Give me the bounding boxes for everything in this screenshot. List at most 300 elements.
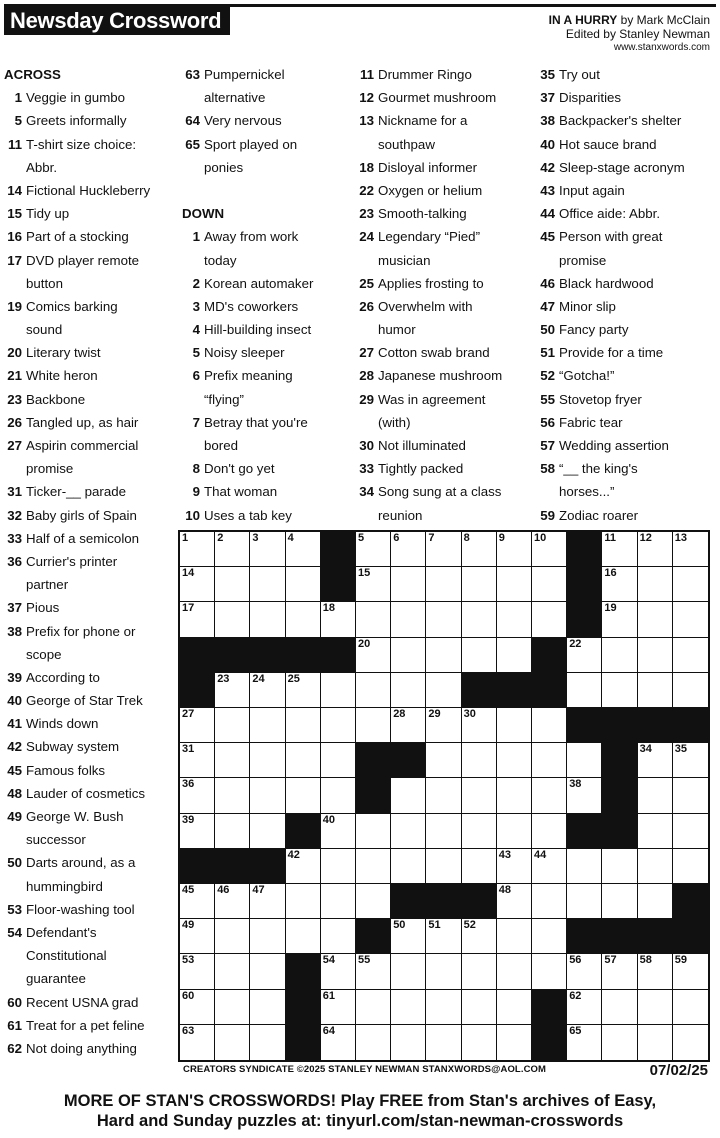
crossword-grid[interactable] bbox=[178, 530, 710, 1062]
grid-cell[interactable] bbox=[321, 884, 356, 919]
grid-cell[interactable] bbox=[567, 743, 602, 778]
grid-cell[interactable] bbox=[532, 814, 567, 849]
across-clue[interactable] bbox=[4, 898, 176, 921]
grid-cell[interactable] bbox=[215, 954, 250, 989]
across-clue[interactable] bbox=[4, 156, 176, 179]
across-clue[interactable] bbox=[4, 1014, 176, 1037]
down-clue[interactable] bbox=[356, 295, 534, 318]
site-link[interactable]: www.stanxwords.com bbox=[613, 42, 710, 53]
across-clue[interactable] bbox=[4, 202, 176, 225]
across-clue[interactable] bbox=[4, 573, 176, 596]
grid-cell[interactable] bbox=[321, 778, 356, 813]
across-clue[interactable] bbox=[4, 527, 176, 550]
grid-cell[interactable] bbox=[250, 567, 285, 602]
clue-text: button bbox=[26, 275, 63, 291]
grid-cell[interactable] bbox=[673, 814, 708, 849]
down-clue[interactable] bbox=[537, 364, 717, 387]
grid-cell[interactable] bbox=[321, 708, 356, 743]
across-clue[interactable] bbox=[4, 457, 176, 480]
grid-cell[interactable] bbox=[321, 990, 356, 1025]
grid-cell[interactable] bbox=[532, 778, 567, 813]
grid-cell[interactable] bbox=[638, 567, 673, 602]
grid-cell[interactable] bbox=[462, 1025, 497, 1060]
grid-cell[interactable] bbox=[180, 532, 215, 567]
across-clue[interactable] bbox=[4, 828, 176, 851]
down-clue[interactable] bbox=[182, 504, 354, 527]
grid-cell[interactable] bbox=[356, 673, 391, 708]
across-clue[interactable] bbox=[182, 63, 354, 86]
across-clue[interactable] bbox=[182, 86, 354, 109]
across-clue[interactable] bbox=[182, 133, 354, 156]
across-clue[interactable] bbox=[4, 782, 176, 805]
grid-cell[interactable] bbox=[180, 919, 215, 954]
grid-cell[interactable] bbox=[638, 532, 673, 567]
across-clue[interactable] bbox=[182, 156, 354, 179]
clue-text: Veggie in gumbo bbox=[26, 90, 126, 106]
grid-cell[interactable] bbox=[497, 602, 532, 637]
down-clue[interactable] bbox=[356, 364, 534, 387]
grid-cell[interactable] bbox=[215, 708, 250, 743]
grid-cell[interactable] bbox=[356, 708, 391, 743]
down-clue[interactable] bbox=[182, 388, 354, 411]
grid-cell[interactable] bbox=[497, 638, 532, 673]
grid-cell[interactable] bbox=[180, 814, 215, 849]
grid-cell[interactable] bbox=[286, 602, 321, 637]
grid-cell[interactable] bbox=[462, 954, 497, 989]
grid-cell[interactable] bbox=[426, 814, 461, 849]
across-clue[interactable] bbox=[4, 272, 176, 295]
grid-cell[interactable] bbox=[497, 532, 532, 567]
grid-cell[interactable] bbox=[602, 954, 637, 989]
grid-cell[interactable] bbox=[462, 778, 497, 813]
grid-cell[interactable] bbox=[356, 532, 391, 567]
cell-number: 36 bbox=[182, 778, 195, 791]
grid-cell[interactable] bbox=[250, 1025, 285, 1060]
grid-cell[interactable] bbox=[356, 602, 391, 637]
grid-cell[interactable] bbox=[673, 778, 708, 813]
down-clue[interactable] bbox=[182, 411, 354, 434]
across-clue[interactable] bbox=[4, 364, 176, 387]
grid-cell[interactable] bbox=[638, 778, 673, 813]
across-clue[interactable] bbox=[4, 875, 176, 898]
down-clue[interactable] bbox=[537, 179, 717, 202]
grid-cell[interactable] bbox=[638, 673, 673, 708]
grid-cell[interactable] bbox=[356, 1025, 391, 1060]
across-clue[interactable] bbox=[4, 318, 176, 341]
down-clue[interactable] bbox=[537, 133, 717, 156]
grid-cell[interactable] bbox=[321, 814, 356, 849]
grid-cell[interactable] bbox=[497, 990, 532, 1025]
cell-number: 43 bbox=[498, 848, 512, 861]
clue-number: 44 bbox=[540, 206, 555, 222]
grid-cell[interactable] bbox=[602, 532, 637, 567]
grid-cell[interactable] bbox=[532, 849, 567, 884]
grid-cell[interactable] bbox=[180, 602, 215, 637]
down-clue[interactable] bbox=[537, 272, 717, 295]
grid-cell[interactable] bbox=[462, 919, 497, 954]
grid-cell[interactable] bbox=[250, 814, 285, 849]
grid-cell[interactable] bbox=[391, 532, 426, 567]
grid-cell[interactable] bbox=[426, 743, 461, 778]
grid-cell[interactable] bbox=[250, 990, 285, 1025]
across-clue[interactable] bbox=[4, 851, 176, 874]
down-clue[interactable] bbox=[182, 341, 354, 364]
grid-cell[interactable] bbox=[602, 567, 637, 602]
across-clue[interactable] bbox=[4, 620, 176, 643]
grid-cell[interactable] bbox=[215, 602, 250, 637]
grid-cell[interactable] bbox=[638, 1025, 673, 1060]
down-clue[interactable] bbox=[182, 457, 354, 480]
grid-cell[interactable] bbox=[426, 532, 461, 567]
grid-cell[interactable] bbox=[532, 567, 567, 602]
down-clue[interactable] bbox=[356, 341, 534, 364]
grid-cell[interactable] bbox=[215, 990, 250, 1025]
grid-cell[interactable] bbox=[180, 1025, 215, 1060]
grid-cell[interactable] bbox=[532, 602, 567, 637]
grid-cell[interactable] bbox=[250, 954, 285, 989]
down-clue[interactable] bbox=[537, 156, 717, 179]
down-clue[interactable] bbox=[182, 295, 354, 318]
across-clue[interactable] bbox=[4, 550, 176, 573]
grid-cell[interactable] bbox=[638, 990, 673, 1025]
across-clue[interactable] bbox=[4, 504, 176, 527]
across-clue[interactable] bbox=[4, 434, 176, 457]
clue-text: Minor slip bbox=[559, 298, 616, 314]
grid-cell[interactable] bbox=[497, 567, 532, 602]
grid-cell[interactable] bbox=[567, 673, 602, 708]
grid-cell[interactable] bbox=[391, 567, 426, 602]
grid-cell[interactable] bbox=[391, 990, 426, 1025]
grid-cell[interactable] bbox=[215, 743, 250, 778]
grid-cell[interactable] bbox=[321, 1025, 356, 1060]
across-clue[interactable] bbox=[4, 480, 176, 503]
across-clue[interactable] bbox=[4, 944, 176, 967]
grid-cell[interactable] bbox=[497, 954, 532, 989]
down-clue[interactable] bbox=[537, 504, 717, 527]
grid-cell[interactable] bbox=[497, 919, 532, 954]
grid-cell[interactable] bbox=[532, 919, 567, 954]
grid-cell[interactable] bbox=[215, 532, 250, 567]
down-clue[interactable] bbox=[356, 411, 534, 434]
grid-cell[interactable] bbox=[391, 1025, 426, 1060]
down-clue[interactable] bbox=[356, 249, 534, 272]
across-clue[interactable] bbox=[4, 735, 176, 758]
grid-cell[interactable] bbox=[426, 708, 461, 743]
grid-cell[interactable] bbox=[250, 778, 285, 813]
grid-cell[interactable] bbox=[180, 954, 215, 989]
grid-cell[interactable] bbox=[250, 532, 285, 567]
grid-cell[interactable] bbox=[567, 990, 602, 1025]
grid-cell[interactable] bbox=[426, 919, 461, 954]
grid-cell[interactable] bbox=[638, 884, 673, 919]
down-clue[interactable] bbox=[356, 179, 534, 202]
grid-cell[interactable] bbox=[673, 990, 708, 1025]
across-clue[interactable] bbox=[4, 86, 176, 109]
clue-text: humor bbox=[378, 322, 416, 338]
grid-cell[interactable] bbox=[602, 849, 637, 884]
grid-cell[interactable] bbox=[673, 743, 708, 778]
across-clue[interactable] bbox=[4, 967, 176, 990]
across-clue[interactable] bbox=[4, 805, 176, 828]
grid-cell[interactable] bbox=[426, 1025, 461, 1060]
grid-cell[interactable] bbox=[567, 638, 602, 673]
grid-cell[interactable] bbox=[356, 567, 391, 602]
clue-number: 36 bbox=[7, 553, 22, 569]
grid-cell[interactable] bbox=[638, 743, 673, 778]
grid-cell[interactable] bbox=[462, 708, 497, 743]
grid-cell[interactable] bbox=[391, 638, 426, 673]
grid-cell[interactable] bbox=[286, 708, 321, 743]
across-clue[interactable] bbox=[4, 179, 176, 202]
grid-cell[interactable] bbox=[426, 990, 461, 1025]
grid-cell[interactable] bbox=[638, 602, 673, 637]
grid-cell[interactable] bbox=[532, 708, 567, 743]
down-clue[interactable] bbox=[356, 225, 534, 248]
grid-cell[interactable] bbox=[602, 673, 637, 708]
grid-cell[interactable] bbox=[497, 778, 532, 813]
grid-cell[interactable] bbox=[532, 743, 567, 778]
grid-cell[interactable] bbox=[567, 1025, 602, 1060]
grid-cell[interactable] bbox=[497, 743, 532, 778]
grid-cell[interactable] bbox=[180, 778, 215, 813]
grid-cell[interactable] bbox=[673, 849, 708, 884]
down-clue[interactable] bbox=[537, 249, 717, 272]
grid-cell[interactable] bbox=[391, 849, 426, 884]
grid-cell[interactable] bbox=[356, 638, 391, 673]
grid-cell[interactable] bbox=[602, 638, 637, 673]
grid-cell[interactable] bbox=[321, 954, 356, 989]
down-clue[interactable] bbox=[182, 480, 354, 503]
down-clue[interactable] bbox=[356, 318, 534, 341]
grid-cell[interactable] bbox=[426, 954, 461, 989]
grid-cell[interactable] bbox=[321, 673, 356, 708]
across-clue[interactable] bbox=[4, 249, 176, 272]
grid-cell[interactable] bbox=[321, 849, 356, 884]
grid-cell[interactable] bbox=[673, 673, 708, 708]
grid-cell[interactable] bbox=[215, 919, 250, 954]
down-clue[interactable] bbox=[182, 249, 354, 272]
across-clue[interactable] bbox=[4, 133, 176, 156]
across-clue[interactable] bbox=[4, 411, 176, 434]
across-clue[interactable] bbox=[4, 643, 176, 666]
grid-cell[interactable] bbox=[391, 602, 426, 637]
across-clue[interactable] bbox=[182, 109, 354, 132]
down-clue[interactable] bbox=[356, 480, 534, 503]
grid-cell[interactable] bbox=[356, 884, 391, 919]
grid-cell[interactable] bbox=[180, 743, 215, 778]
grid-cell[interactable] bbox=[497, 1025, 532, 1060]
grid-cell[interactable] bbox=[391, 778, 426, 813]
grid-cell[interactable] bbox=[462, 849, 497, 884]
down-clue[interactable] bbox=[182, 225, 354, 248]
grid-cell[interactable] bbox=[638, 638, 673, 673]
grid-cell[interactable] bbox=[286, 743, 321, 778]
down-clue[interactable] bbox=[356, 109, 534, 132]
clue-text: Fabric tear bbox=[559, 414, 623, 430]
grid-cell[interactable] bbox=[286, 532, 321, 567]
grid-cell[interactable] bbox=[497, 814, 532, 849]
grid-cell[interactable] bbox=[673, 532, 708, 567]
down-clue[interactable] bbox=[537, 202, 717, 225]
down-clue[interactable] bbox=[537, 63, 717, 86]
grid-cell[interactable] bbox=[638, 814, 673, 849]
grid-cell[interactable] bbox=[602, 1025, 637, 1060]
grid-cell[interactable] bbox=[567, 849, 602, 884]
down-clue[interactable] bbox=[356, 86, 534, 109]
grid-cell[interactable] bbox=[286, 919, 321, 954]
down-clue[interactable] bbox=[537, 434, 717, 457]
down-clue[interactable] bbox=[356, 202, 534, 225]
down-clue[interactable] bbox=[356, 457, 534, 480]
down-clue[interactable] bbox=[537, 295, 717, 318]
across-clue[interactable] bbox=[4, 759, 176, 782]
grid-cell[interactable] bbox=[602, 602, 637, 637]
grid-cell[interactable] bbox=[426, 567, 461, 602]
grid-cell[interactable] bbox=[321, 602, 356, 637]
grid-cell[interactable] bbox=[497, 849, 532, 884]
down-clue[interactable] bbox=[537, 86, 717, 109]
across-clue[interactable] bbox=[4, 225, 176, 248]
grid-cell[interactable] bbox=[286, 849, 321, 884]
down-clue[interactable] bbox=[356, 504, 534, 527]
grid-cell[interactable] bbox=[215, 778, 250, 813]
grid-cell[interactable] bbox=[426, 778, 461, 813]
grid-cell[interactable] bbox=[286, 567, 321, 602]
grid-cell[interactable] bbox=[250, 884, 285, 919]
grid-cell[interactable] bbox=[215, 884, 250, 919]
grid-cell[interactable] bbox=[462, 814, 497, 849]
across-clue[interactable] bbox=[4, 689, 176, 712]
grid-cell[interactable] bbox=[673, 602, 708, 637]
down-clue[interactable] bbox=[537, 318, 717, 341]
grid-cell[interactable] bbox=[426, 602, 461, 637]
grid-cell[interactable] bbox=[462, 602, 497, 637]
grid-cell[interactable] bbox=[673, 638, 708, 673]
clue-number: 1 bbox=[192, 229, 200, 245]
grid-cell[interactable] bbox=[180, 884, 215, 919]
clue-text: Uses a tab key bbox=[204, 507, 292, 523]
down-clue[interactable] bbox=[537, 341, 717, 364]
grid-cell[interactable] bbox=[532, 954, 567, 989]
down-clue[interactable] bbox=[537, 411, 717, 434]
grid-cell[interactable] bbox=[497, 884, 532, 919]
across-clue[interactable] bbox=[4, 295, 176, 318]
grid-cell[interactable] bbox=[321, 919, 356, 954]
grid-cell[interactable] bbox=[567, 954, 602, 989]
grid-cell[interactable] bbox=[356, 849, 391, 884]
down-clue[interactable] bbox=[537, 109, 717, 132]
grid-cell[interactable] bbox=[673, 1025, 708, 1060]
grid-cell[interactable] bbox=[391, 814, 426, 849]
grid-cell[interactable] bbox=[602, 990, 637, 1025]
grid-block bbox=[180, 638, 215, 673]
across-clue[interactable] bbox=[4, 388, 176, 411]
grid-cell[interactable] bbox=[462, 743, 497, 778]
grid-cell[interactable] bbox=[391, 708, 426, 743]
grid-cell[interactable] bbox=[215, 567, 250, 602]
down-clue[interactable] bbox=[182, 272, 354, 295]
across-clue[interactable] bbox=[4, 109, 176, 132]
grid-cell[interactable] bbox=[286, 778, 321, 813]
grid-cell[interactable] bbox=[426, 638, 461, 673]
grid-cell[interactable] bbox=[286, 673, 321, 708]
grid-cell[interactable] bbox=[426, 849, 461, 884]
grid-cell[interactable] bbox=[250, 708, 285, 743]
grid-cell[interactable] bbox=[567, 778, 602, 813]
grid-cell[interactable] bbox=[250, 673, 285, 708]
grid-cell[interactable] bbox=[250, 602, 285, 637]
grid-cell[interactable] bbox=[180, 567, 215, 602]
grid-cell[interactable] bbox=[215, 814, 250, 849]
grid-cell[interactable] bbox=[356, 954, 391, 989]
grid-cell[interactable] bbox=[462, 532, 497, 567]
grid-cell[interactable] bbox=[250, 743, 285, 778]
promo-banner bbox=[0, 1091, 720, 1131]
down-clue[interactable] bbox=[356, 434, 534, 457]
across-clue[interactable] bbox=[4, 991, 176, 1014]
down-clue[interactable] bbox=[537, 388, 717, 411]
down-clue[interactable] bbox=[356, 272, 534, 295]
grid-cell[interactable] bbox=[391, 919, 426, 954]
clue-number: 21 bbox=[7, 368, 22, 384]
down-clue[interactable] bbox=[182, 434, 354, 457]
grid-cell[interactable] bbox=[638, 849, 673, 884]
across-clue[interactable] bbox=[4, 666, 176, 689]
cell-number: 25 bbox=[287, 672, 300, 685]
grid-cell[interactable] bbox=[250, 919, 285, 954]
down-clue[interactable] bbox=[537, 480, 717, 503]
down-clue[interactable] bbox=[356, 156, 534, 179]
grid-cell[interactable] bbox=[215, 1025, 250, 1060]
grid-cell[interactable] bbox=[532, 884, 567, 919]
grid-cell[interactable] bbox=[638, 954, 673, 989]
grid-cell[interactable] bbox=[356, 990, 391, 1025]
grid-cell[interactable] bbox=[391, 954, 426, 989]
grid-block bbox=[602, 778, 637, 813]
grid-cell[interactable] bbox=[532, 532, 567, 567]
grid-cell[interactable] bbox=[321, 743, 356, 778]
down-clue[interactable] bbox=[356, 133, 534, 156]
grid-cell[interactable] bbox=[180, 708, 215, 743]
down-clue[interactable] bbox=[537, 457, 717, 480]
across-clue[interactable] bbox=[4, 596, 176, 619]
across-clue[interactable] bbox=[4, 921, 176, 944]
grid-cell[interactable] bbox=[391, 673, 426, 708]
across-clue[interactable] bbox=[4, 341, 176, 364]
grid-cell[interactable] bbox=[180, 990, 215, 1025]
grid-cell[interactable] bbox=[497, 708, 532, 743]
grid-block bbox=[180, 673, 215, 708]
down-clue[interactable] bbox=[356, 63, 534, 86]
grid-cell[interactable] bbox=[356, 814, 391, 849]
grid-cell[interactable] bbox=[286, 884, 321, 919]
grid-cell[interactable] bbox=[673, 954, 708, 989]
across-clue[interactable] bbox=[4, 1037, 176, 1060]
grid-cell[interactable] bbox=[462, 638, 497, 673]
down-clue[interactable] bbox=[537, 225, 717, 248]
across-clue[interactable] bbox=[4, 712, 176, 735]
down-clue[interactable] bbox=[182, 318, 354, 341]
grid-cell[interactable] bbox=[426, 673, 461, 708]
grid-cell[interactable] bbox=[462, 567, 497, 602]
down-clue[interactable] bbox=[356, 388, 534, 411]
grid-cell[interactable] bbox=[673, 567, 708, 602]
grid-cell[interactable] bbox=[215, 673, 250, 708]
down-clue[interactable] bbox=[182, 364, 354, 387]
grid-cell[interactable] bbox=[602, 884, 637, 919]
grid-cell[interactable] bbox=[462, 990, 497, 1025]
grid-cell[interactable] bbox=[567, 884, 602, 919]
